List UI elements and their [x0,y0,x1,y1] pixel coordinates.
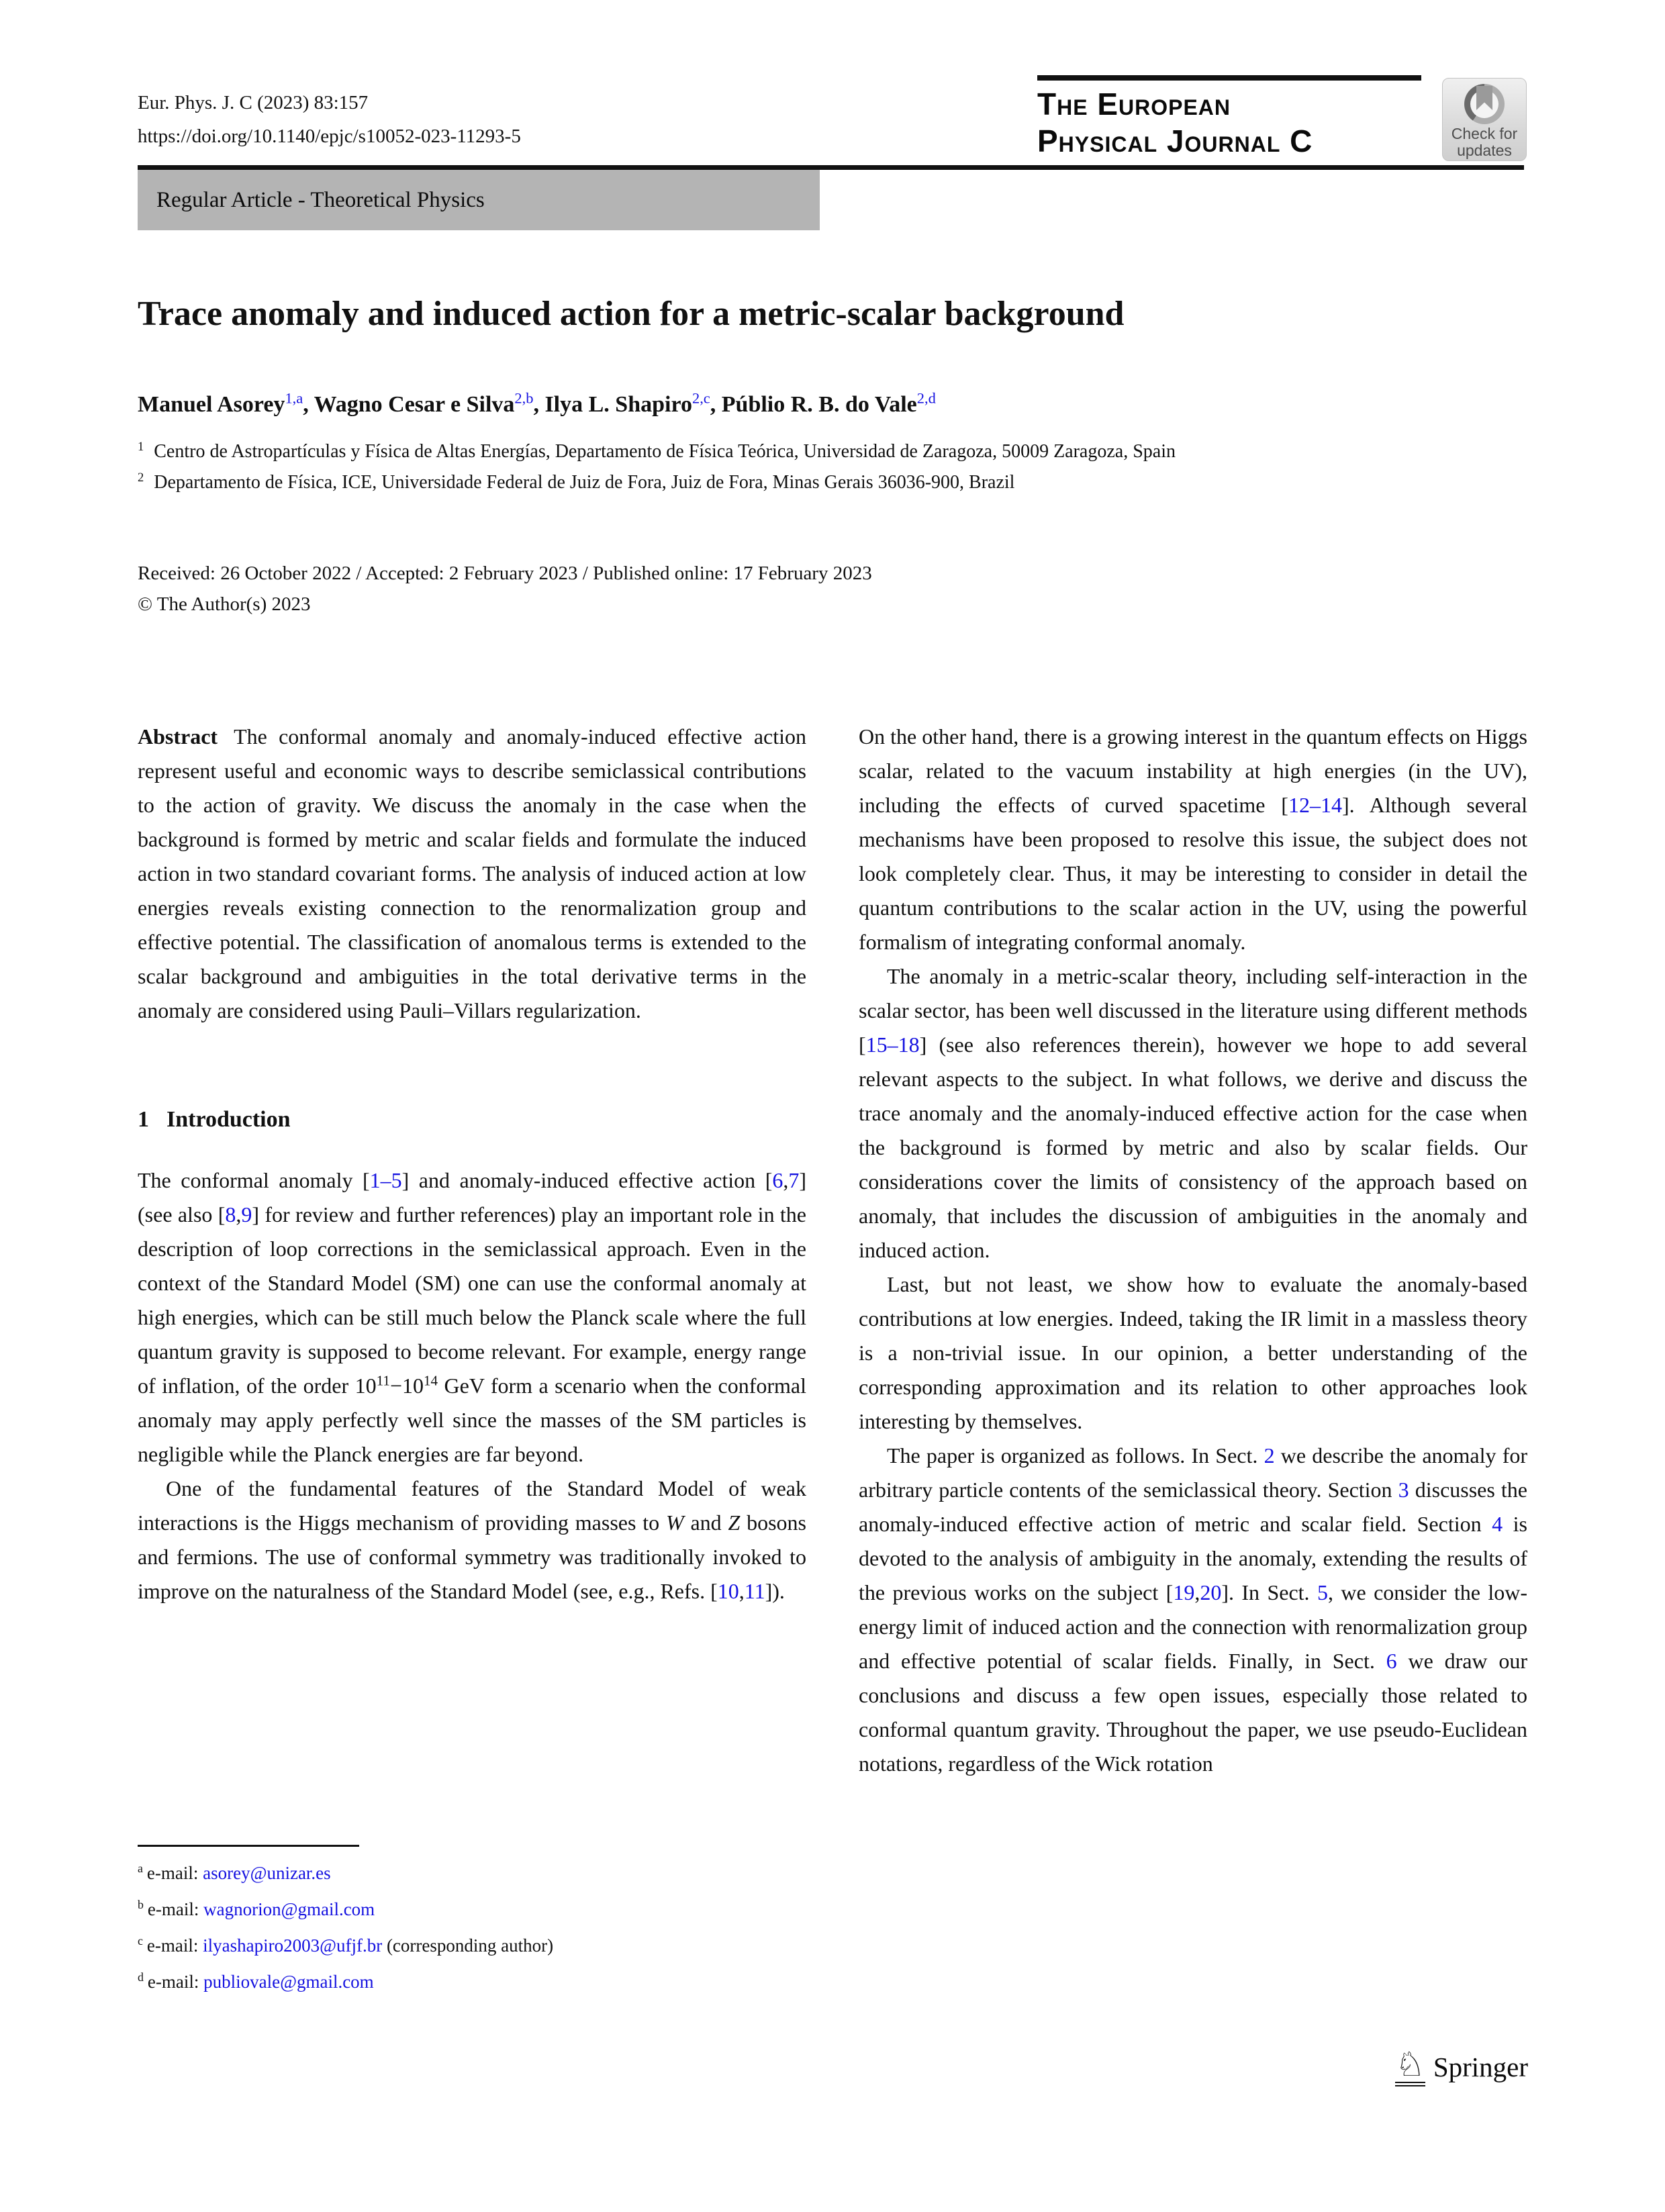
text-segment: 1 [138,439,144,453]
text-segment: W [665,1510,684,1535]
text-segment: is devoted to the analysis of ambiguity in the anomaly, extending the results of the previous works on the subject [ [859,1512,1528,1604]
footnote-rule [138,1845,359,1847]
text-segment: Z [728,1510,741,1535]
publication-info [138,91,521,148]
text-segment: c [138,1934,143,1947]
text-segment: b [138,1898,144,1911]
copyright-line: © The Author(s) 2023 [138,593,311,615]
header-rule [138,165,1524,170]
two-column-body [138,720,1527,1781]
text-segment: The conformal anomaly [ [138,1168,370,1192]
text-segment: we describe the anomaly for arbitrary particle contents of the semiclassical theory. Section [859,1443,1528,1502]
text-segment: and [683,1510,728,1535]
reference-link[interactable]: 6 [772,1168,783,1192]
body-paragraph [859,959,1527,1267]
footnote-d [138,1972,806,1992]
reference-link[interactable]: 10 [717,1579,739,1603]
affiliation-1 [138,436,1541,467]
text-segment: Last, but not least, we show how to evaluate the anomaly-based contributions at low energies. Indeed, taking the IR limit in a massless theory is a non-trivial issue. In our opinion, a better understanding of the corresponding approximation and its relation to other approaches look interesting by themselves. [859,1272,1527,1433]
text-segment: , [1194,1580,1200,1604]
reference-link[interactable]: 7 [788,1168,800,1192]
author-affiliation-link[interactable]: 2,d [916,389,936,407]
text-segment: 11 [376,1372,390,1389]
email-link[interactable]: asorey@unizar.es [203,1863,331,1883]
email-link[interactable]: ilyashapiro2003@ufjf.br [203,1935,383,1956]
text-segment: , we consider the low-energy limit of induced action and the connection with renormalization group and effective potential of scalar fields. Finally, in Sect. [859,1580,1528,1673]
section-link[interactable]: 4 [1492,1512,1503,1536]
text-segment: The conformal anomaly and anomaly-induced effective action represent useful and economic ways to describe semiclassical contributions to the action of gravity. We discuss the anomaly in the case when the background is formed by metric and scalar fields and formulate the induced action in two standard covariant forms. The analysis of induced action at low energies reveals existing connection to the renormalization group and effective potential. The classification of anomalous terms is extended to the scalar background and ambiguities in the total derivative terms in the anomaly are considered using Pauli–Villars regularization. [138,724,806,1022]
text-segment: Wagno Cesar e Silva [314,392,515,417]
text-segment: ]). [765,1579,785,1603]
abstract-paragraph [138,720,806,1028]
reference-link[interactable]: 19 [1173,1580,1195,1604]
body-paragraph [138,1472,806,1608]
text-segment: Centro de Astropartículas y Física de Altas Energías, Departamento de Física Teórica, Universidad de Zaragoza, 50009 Zaragoza, Spain [149,441,1176,462]
text-segment: a [138,1862,143,1875]
section-number: 1 [138,1107,149,1132]
text-segment: GeV form a scenario when the conformal anomaly may apply perfectly well since the masses of the SM particles is negligible while the Planck energies are far beyond. [138,1374,807,1466]
received-line: Received: 26 October 2022 / Accepted: 2 February 2023 / Published online: 17 February 2023 [138,563,872,584]
text-segment: ]. In Sect. [1221,1580,1317,1604]
journal-name-block [1037,75,1421,160]
journal-name-rule [1037,75,1421,81]
text-segment: e-mail: [147,1899,204,1919]
check-for-updates-icon [1464,84,1505,124]
section-link[interactable]: 2 [1264,1443,1275,1468]
affiliation-2 [138,467,1541,498]
reference-link[interactable]: 12–14 [1288,793,1342,817]
journal-name-line1: The European [1037,87,1231,122]
author-affiliation-link[interactable]: 2,b [514,389,534,407]
text-segment: , [533,392,545,417]
text-segment: One of the fundamental features of the Standard Model of weak interactions is the Higgs mechanism of providing masses to [138,1476,806,1535]
text-segment: e-mail: [146,1863,203,1883]
left-column [138,720,806,1781]
reference-link[interactable]: 1–5 [369,1168,402,1192]
journal-name-line2: Physical Journal C [1037,124,1313,158]
body-paragraph [859,1267,1527,1439]
footnote-b [138,1899,806,1919]
section-heading-introduction [138,1107,806,1133]
affiliations [138,436,1541,498]
text-segment: Departamento de Física, ICE, Universidade Federal de Juiz de Fora, Juiz de Fora, Minas Gerais 36036-900, Brazil [149,472,1015,493]
text-segment: −10 [389,1374,424,1398]
section-link[interactable]: 5 [1317,1580,1328,1604]
text-segment: ] (see also [ [138,1168,807,1227]
author-affiliation-link[interactable]: 2,c [692,389,710,407]
section-link[interactable]: 3 [1398,1478,1409,1502]
springer-wordmark: Springer [1433,2052,1529,2082]
journal-ref: Eur. Phys. J. C (2023) 83:157 [138,92,369,113]
footnotes [138,1845,806,1992]
text-segment: , [739,1579,745,1603]
email-link[interactable]: wagnorion@gmail.com [203,1899,375,1919]
text-segment: Manuel Asorey [138,392,285,417]
badge-label-line2: updates [1457,142,1512,159]
body-paragraph [859,1439,1527,1781]
text-segment: , [783,1168,789,1192]
author-affiliation-link[interactable]: 1,a [285,389,303,407]
springer-logo [1395,2048,1528,2086]
text-segment: e-mail: [147,1972,204,1992]
page-title: Trace anomaly and induced action for a metric-scalar background [138,295,1125,333]
reference-link[interactable]: 20 [1200,1580,1222,1604]
reference-link[interactable]: 8 [225,1202,236,1227]
article-type-label: Regular Article - Theoretical Physics [156,188,485,212]
text-segment: , [303,392,314,417]
text-segment: d [138,1970,144,1984]
authors-line [138,389,1527,418]
body-paragraph [138,1163,806,1472]
text-segment: On the other hand, there is a growing interest in the quantum effects on Higgs scalar, related to the vacuum instability at high energies (in the UV), including the effects of curved spacetime [ [859,724,1527,817]
text-segment: we draw our conclusions and discuss a few open issues, especially those related to conformal quantum gravity. Throughout the paper, we use pseudo-Euclidean notations, regardless of the Wick rotation [859,1649,1528,1776]
text-segment: e-mail: [146,1935,203,1956]
text-segment: bosons and fermions. The use of conformal symmetry was traditionally invoked to improve on the naturalness of the Standard Model (see, e.g., Refs. [ [138,1510,807,1603]
text-segment: 2 [138,470,144,484]
badge-label-line1: Check for [1451,125,1518,142]
article-type-bar [138,170,820,230]
footnote-c [138,1935,806,1956]
body-paragraph [859,720,1527,959]
doi-link[interactable]: https://doi.org/10.1140/epjc/s10052-023-11293-5 [138,126,521,147]
text-segment: The anomaly in a metric-scalar theory, including self-interaction in the scalar sector, has been well discussed in the literature using different methods [ [859,964,1527,1057]
text-segment: Públio R. B. do Vale [721,392,917,417]
text-segment: ] (see also references therein), however we hope to add several relevant aspects to the subject. In what follows, we derive and discuss the trace anomaly and the anomaly-induced effective action for the case when the background is formed by metric and also by scalar fields. Our considerations cover the limits of consistency of the approach based on anomaly, that includes the discussion of ambiguities in the anomaly and induced action. [859,1032,1527,1262]
email-link[interactable]: publiovale@gmail.com [203,1972,374,1992]
text-segment: Abstract [138,724,218,749]
text-segment: (corresponding author) [382,1935,554,1956]
text-segment: discusses the anomaly-induced effective action of metric and scalar field. Section [859,1478,1528,1536]
text-segment: The paper is organized as follows. In Sect. [887,1443,1264,1468]
reference-link[interactable]: 11 [744,1579,765,1603]
reference-link[interactable]: 9 [241,1202,252,1227]
text-segment: , [236,1202,242,1227]
section-link[interactable]: 6 [1386,1649,1397,1673]
check-for-updates-badge[interactable] [1442,78,1527,161]
right-column [859,720,1527,1781]
springer-knight-icon: ♘ [1395,2048,1425,2086]
reference-link[interactable]: 15–18 [865,1032,920,1057]
text-segment: ] for review and further references) play an important role in the description of loop corrections in the semiclassical approach. Even in the context of the Standard Model (SM) one can use the conformal anomaly at high energies, which can be still much below the Planck scale where the full quantum gravity is supposed to become relevant. For example, energy range of inflation, of the order 10 [138,1202,807,1398]
text-segment: Ilya L. Shapiro [544,392,692,417]
footnote-a [138,1863,806,1883]
text-segment: 14 [423,1372,438,1389]
text-segment: ] and anomaly-induced effective action [ [401,1168,773,1192]
section-title: Introduction [166,1107,291,1132]
text-segment: , [710,392,722,417]
text-segment: ]. Although several mechanisms have been proposed to resolve this issue, the subject does not look completely clear. Thus, it may be interesting to consider in detail the quantum contributions to the scalar action in the UV, using the powerful formalism of integrating conformal anomaly. [859,793,1528,954]
